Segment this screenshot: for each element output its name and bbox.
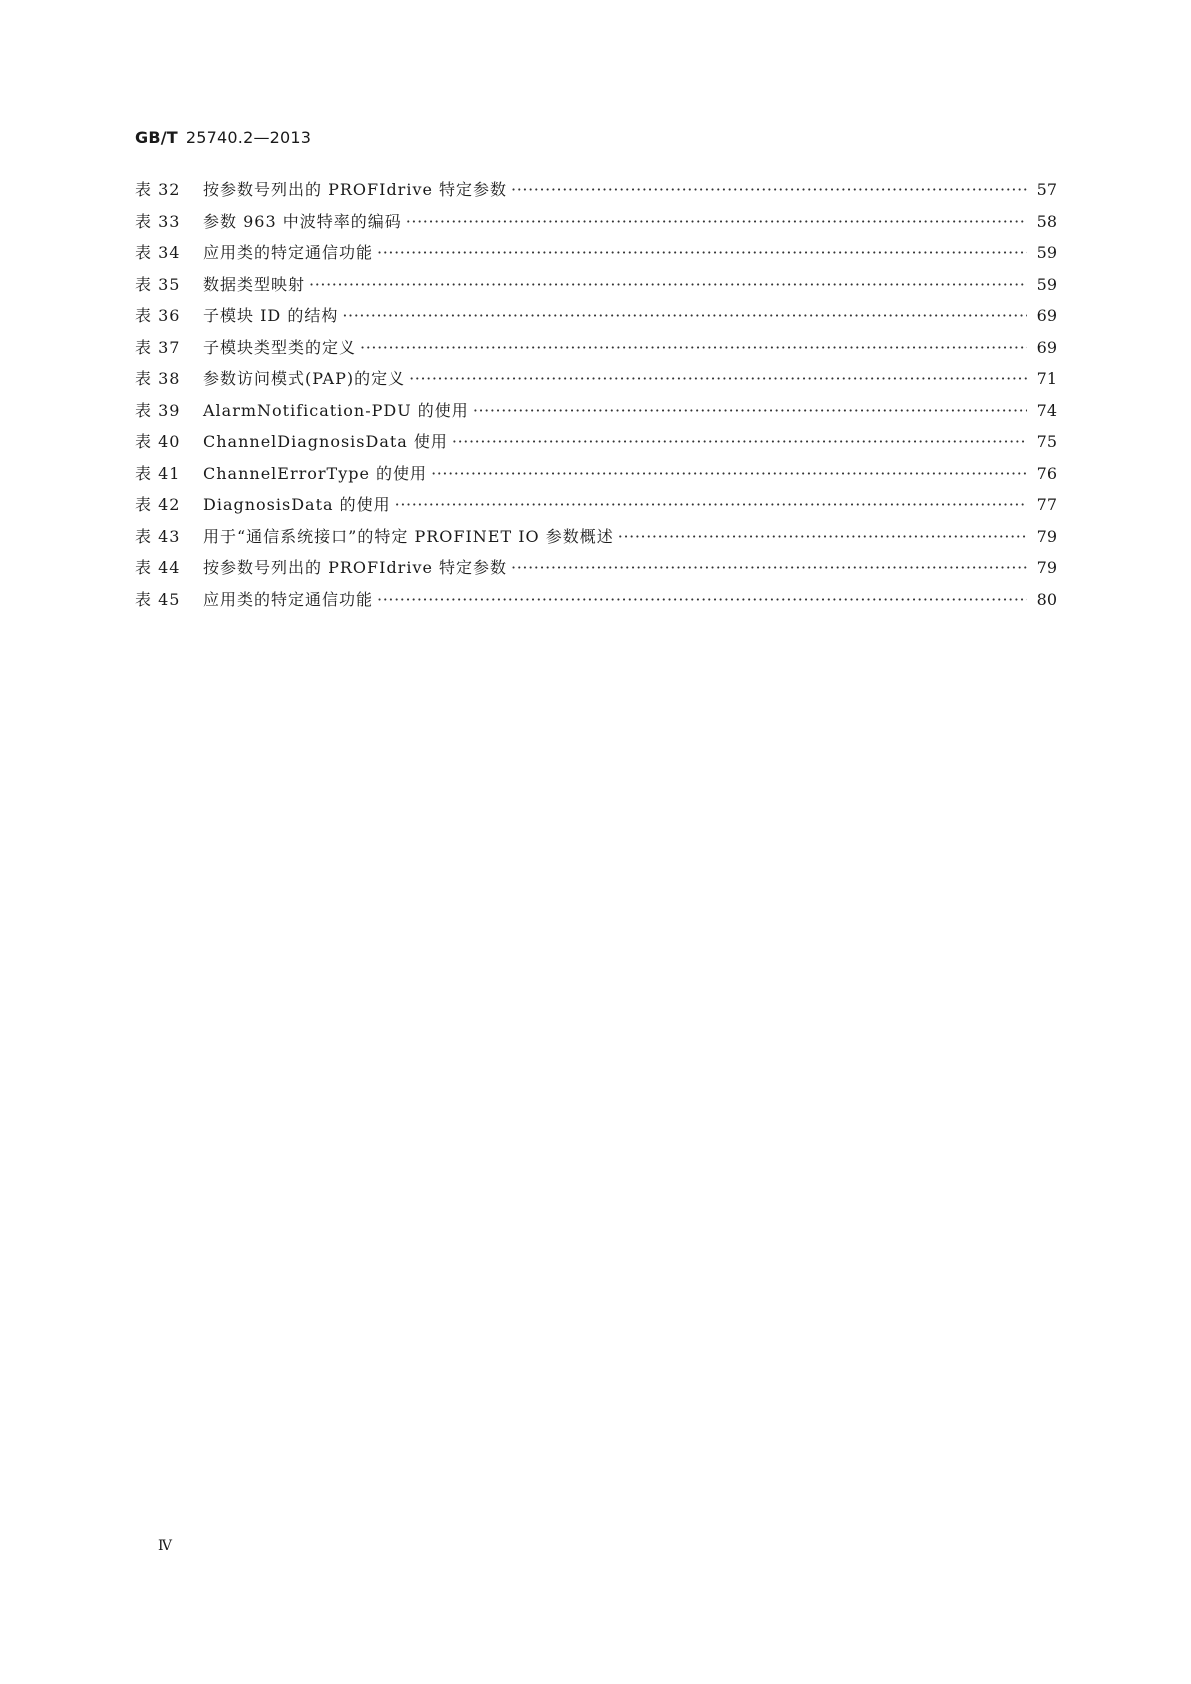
- toc-dot-leader: [431, 464, 1027, 484]
- toc-entry-page: 80: [1036, 589, 1057, 609]
- toc-dot-leader: [452, 432, 1027, 452]
- toc-entry[interactable]: [135, 212, 1057, 244]
- toc-entry-title: 用于“通信系统接口”的特定 PROFINET IO 参数概述: [203, 526, 614, 546]
- standard-code: GB/T: [135, 128, 178, 147]
- toc-entry-number: 表 32: [135, 180, 181, 199]
- toc-entry[interactable]: [135, 243, 1057, 275]
- toc-entry-title: ChannelErrorType 的使用: [203, 463, 428, 483]
- toc-dot-leader: [406, 212, 1027, 232]
- toc-entry[interactable]: [135, 338, 1057, 370]
- toc-entry-title: DiagnosisData 的使用: [203, 495, 391, 514]
- toc-entry-number: 表 35: [135, 274, 181, 294]
- toc-entry-title: 参数 963 中波特率的编码: [203, 211, 402, 231]
- page-number: Ⅳ: [158, 1538, 172, 1554]
- toc-dot-leader: [360, 338, 1027, 358]
- toc-entry[interactable]: [135, 369, 1057, 401]
- toc-entry-number: 表 43: [135, 526, 181, 546]
- toc-dot-leader: [473, 401, 1027, 421]
- toc-entry-page: 75: [1036, 432, 1057, 451]
- toc-entry[interactable]: [135, 306, 1057, 338]
- toc-dot-leader: [342, 306, 1027, 326]
- toc-entry-number: 表 42: [135, 495, 181, 514]
- toc-entry-title: 应用类的特定通信功能: [203, 589, 374, 609]
- toc-entry-number: 表 44: [135, 558, 181, 577]
- toc-entry[interactable]: [135, 180, 1057, 212]
- standard-number: 25740.2—2013: [185, 128, 312, 147]
- toc-entry-page: 71: [1036, 369, 1057, 388]
- toc-entry-number: 表 40: [135, 432, 181, 451]
- toc-entry-number: 表 36: [135, 306, 181, 325]
- standard-header: [135, 128, 311, 147]
- toc-entry-page: 79: [1036, 526, 1057, 546]
- toc-entry-title: 子模块 ID 的结构: [203, 306, 339, 325]
- toc-dot-leader: [511, 558, 1027, 578]
- toc-entry-title: 数据类型映射: [203, 274, 306, 294]
- toc-entry-page: 58: [1036, 211, 1057, 231]
- toc-dot-leader: [618, 527, 1027, 547]
- toc-dot-leader: [377, 243, 1027, 263]
- toc-entry-title: 按参数号列出的 PROFIdrive 特定参数: [203, 180, 508, 199]
- toc-dot-leader: [511, 180, 1027, 200]
- toc-entry-page: 59: [1036, 243, 1057, 262]
- toc-entry[interactable]: [135, 432, 1057, 464]
- toc-dot-leader: [395, 495, 1027, 515]
- toc-entry-page: 69: [1036, 337, 1057, 357]
- toc-entry-number: 表 45: [135, 589, 181, 609]
- table-of-contents: [135, 180, 1057, 621]
- toc-dot-leader: [377, 590, 1027, 610]
- toc-entry[interactable]: [135, 558, 1057, 590]
- toc-entry-page: 74: [1036, 400, 1057, 420]
- toc-entry-number: 表 38: [135, 369, 181, 388]
- toc-entry-page: 69: [1036, 306, 1057, 325]
- toc-entry-page: 76: [1036, 463, 1057, 483]
- toc-dot-leader: [309, 275, 1027, 295]
- toc-entry[interactable]: [135, 401, 1057, 433]
- toc-dot-leader: [409, 369, 1027, 389]
- toc-entry[interactable]: [135, 590, 1057, 622]
- toc-entry-title: 按参数号列出的 PROFIdrive 特定参数: [203, 558, 508, 577]
- toc-entry-title: 应用类的特定通信功能: [203, 243, 374, 262]
- toc-entry[interactable]: [135, 464, 1057, 496]
- toc-entry-title: AlarmNotification-PDU 的使用: [203, 400, 469, 420]
- toc-entry-number: 表 41: [135, 463, 181, 483]
- toc-entry-number: 表 37: [135, 337, 181, 357]
- toc-entry-page: 79: [1036, 558, 1057, 577]
- toc-entry[interactable]: [135, 527, 1057, 559]
- toc-entry-title: 子模块类型类的定义: [203, 337, 357, 357]
- toc-entry[interactable]: [135, 275, 1057, 307]
- toc-entry-number: 表 33: [135, 211, 181, 231]
- toc-entry-page: 77: [1036, 495, 1057, 514]
- toc-entry-number: 表 34: [135, 243, 181, 262]
- toc-entry[interactable]: [135, 495, 1057, 527]
- toc-entry-page: 59: [1036, 274, 1057, 294]
- toc-entry-page: 57: [1036, 180, 1057, 199]
- toc-entry-number: 表 39: [135, 400, 181, 420]
- toc-entry-title: ChannelDiagnosisData 使用: [203, 432, 448, 451]
- toc-entry-title: 参数访问模式(PAP)的定义: [203, 369, 406, 388]
